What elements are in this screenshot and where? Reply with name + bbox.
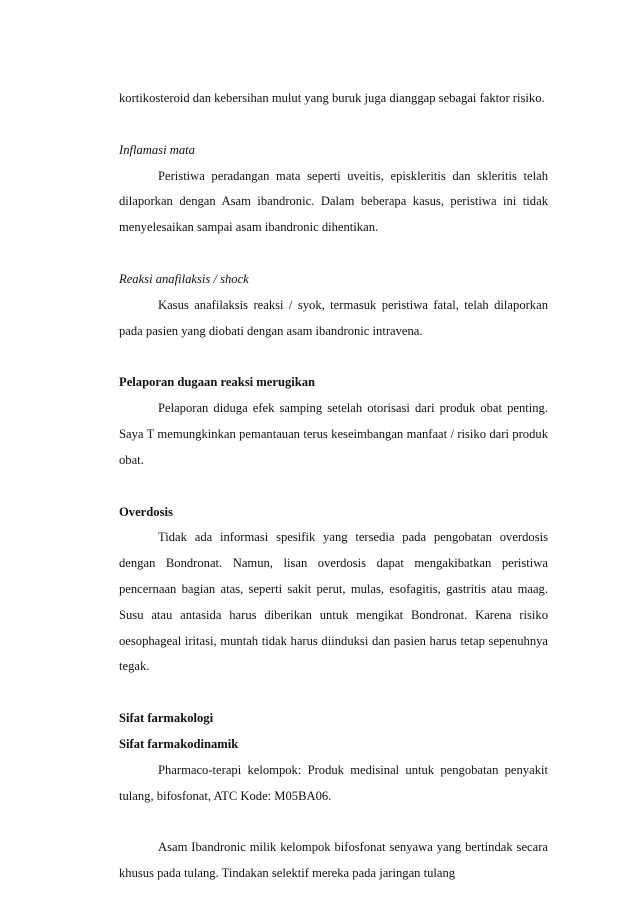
heading-overdosis: Overdosis <box>119 504 173 519</box>
heading-sifat-farmakologi: Sifat farmakologi <box>119 711 214 726</box>
paragraph-overdosis: Tidak ada informasi spesifik yang tersedia pada pengobatan overdosis dengan Bondronat. Namun, lisan overdosis dapat mengakibatkan peristiwa pencernaan bagian atas, seperti sakit perut, mulas, esofagitis, gastritis atau maag. Susu atau antasida harus diberikan untuk mengikat Bondronat. Karena risiko oesophageal iritasi, muntah tidak harus diinduksi dan pasien harus tetap sepenuhnya tegak. <box>119 530 548 674</box>
paragraph-reaksi-anafilaksis: Kasus anafilaksis reaksi / syok, termasuk peristiwa fatal, telah dilaporkan pada pasien yang diobati dengan asam ibandronic intravena. <box>119 297 548 338</box>
spacer <box>119 680 548 706</box>
spacer <box>119 809 548 835</box>
heading-reaksi-anafilaksis: Reaksi anafilaksis / shock <box>119 271 249 286</box>
paragraph-pharmaco-terapi: Pharmaco-terapi kelompok: Produk medisinal untuk pengobatan penyakit tulang, bifosfonat, ATC Kode: M05BA06. <box>119 762 548 803</box>
paragraph-intro: kortikosteroid dan kebersihan mulut yang buruk juga dianggap sebagai faktor risiko. <box>119 91 545 105</box>
paragraph-asam-ibandronic: Asam Ibandronic milik kelompok bifosfonat senyawa yang bertindak secara khusus pada tulang. Tindakan selektif mereka pada jaringan tulang <box>119 840 548 881</box>
document-body <box>119 86 548 887</box>
spacer <box>119 112 548 138</box>
heading-sifat-farmakodinamik: Sifat farmakodinamik <box>119 736 239 751</box>
paragraph-inflamasi-mata: Peristiwa peradangan mata seperti uveitis, episkleritis dan skleritis telah dilaporkan dengan Asam ibandronic. Dalam beberapa kasus, peristiwa ini tidak menyelesaikan sampai asam ibandronic dihentikan. <box>119 168 548 235</box>
spacer <box>119 241 548 267</box>
spacer <box>119 344 548 370</box>
heading-inflamasi-mata: Inflamasi mata <box>119 142 195 157</box>
paragraph-pelaporan: Pelaporan diduga efek samping setelah otorisasi dari produk obat penting. Saya T memungkinkan pemantauan terus keseimbangan manfaat / risiko dari produk obat. <box>119 401 548 467</box>
spacer <box>119 474 548 500</box>
heading-pelaporan: Pelaporan dugaan reaksi merugikan <box>119 375 316 390</box>
